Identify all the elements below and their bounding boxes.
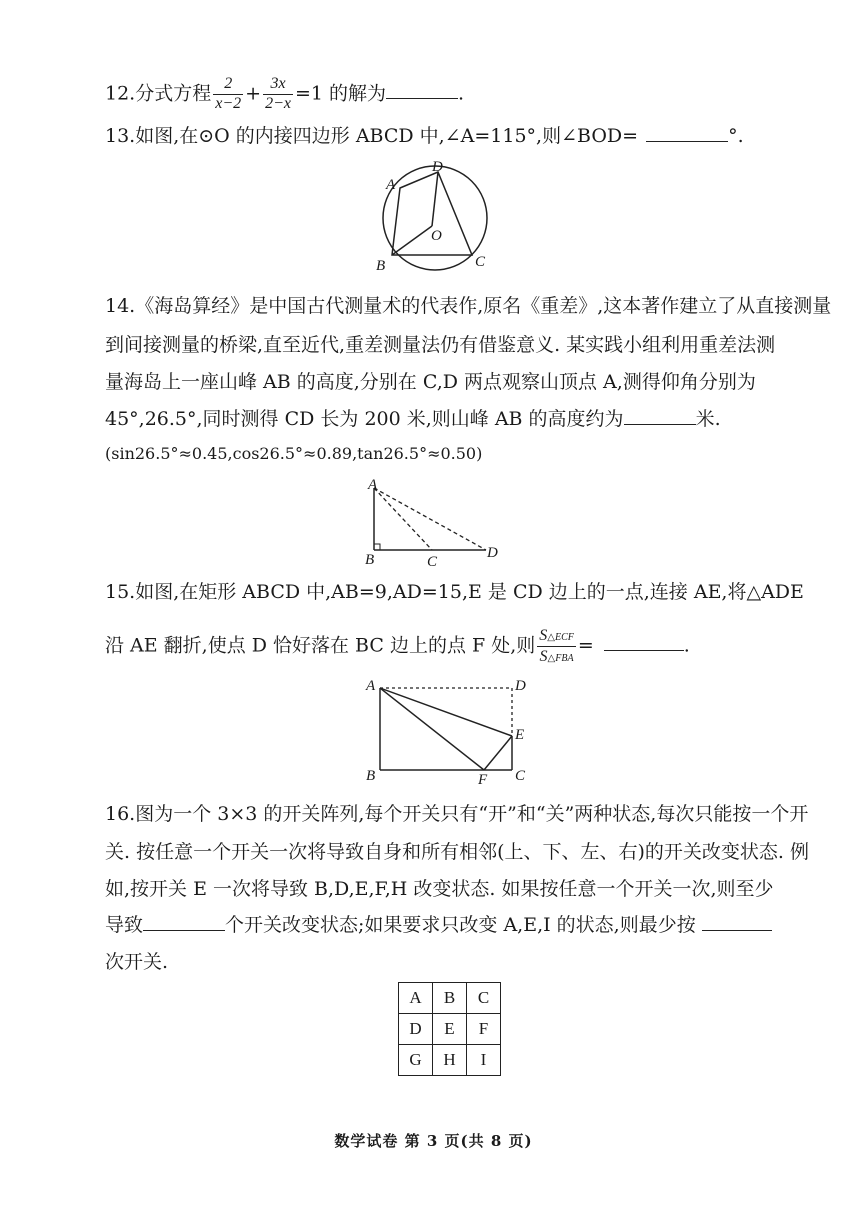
q13-line bbox=[105, 127, 744, 146]
switch-G: G bbox=[399, 1045, 433, 1076]
q16-switch-grid bbox=[398, 982, 501, 1076]
q13-label-O: O bbox=[431, 228, 442, 244]
q14-label-B: B bbox=[365, 552, 375, 568]
q14-text-4: 45°,26.5°,同时测得 CD 长为 200 米,则山峰 AB 的高度约为 bbox=[105, 408, 624, 430]
q16-line-1 bbox=[105, 805, 808, 824]
q16-text-3: 如,按开关 E 一次将导致 B,D,E,F,H 改变状态. 如果按任意一个开关一次,则至少 bbox=[105, 878, 774, 900]
q15-label-D: D bbox=[515, 678, 526, 694]
switch-A: A bbox=[399, 983, 433, 1014]
q14-line-1 bbox=[105, 297, 831, 316]
q16-line-5 bbox=[105, 953, 168, 972]
q15-answer-blank[interactable] bbox=[604, 649, 684, 651]
q13-label-B: B bbox=[376, 258, 386, 274]
q14-label-D: D bbox=[487, 545, 498, 561]
q16-line-4 bbox=[105, 916, 772, 935]
q15-frac-denominator bbox=[537, 647, 576, 666]
grid-row bbox=[399, 983, 501, 1014]
q12-number: 12. bbox=[105, 82, 136, 105]
q16-text-2: 关. 按任意一个开关一次将导致自身和所有相邻(上、下、左、右)的开关改变状态. 例 bbox=[105, 841, 809, 863]
q14-hint-line bbox=[105, 446, 482, 462]
q15-label-B: B bbox=[366, 768, 376, 784]
switch-I: I bbox=[467, 1045, 501, 1076]
switch-F: F bbox=[467, 1014, 501, 1045]
q12-frac2-numerator: 3x bbox=[263, 76, 293, 95]
q16-number: 16. bbox=[105, 803, 136, 825]
q16-line-2 bbox=[105, 843, 809, 862]
q14-text-1: 《海岛算经》是中国古代测量术的代表作,原名《重差》,这本著作建立了从直接测量 bbox=[135, 295, 832, 317]
switch-B: B bbox=[433, 983, 467, 1014]
q15-segment-AE bbox=[380, 688, 512, 736]
q14-segment-AD bbox=[374, 488, 486, 550]
q15-eq: = bbox=[577, 634, 594, 657]
grid-row bbox=[399, 1045, 501, 1076]
q15-segment-AF bbox=[380, 688, 484, 770]
q15-den-S: S bbox=[539, 647, 548, 665]
q15-text-1: 如图,在矩形 ABCD 中,AB=9,AD=15,E 是 CD 边上的一点,连接 AE,将△ADE bbox=[135, 581, 804, 603]
q16-text-5: 次开关. bbox=[105, 951, 169, 973]
q12-line bbox=[105, 76, 464, 113]
q14-label-A: A bbox=[368, 478, 378, 493]
q14-line-3 bbox=[105, 373, 756, 392]
q12-answer-blank[interactable] bbox=[386, 97, 458, 99]
q12-fraction-2 bbox=[263, 76, 293, 113]
q15-label-F: F bbox=[478, 772, 488, 788]
q13-answer-blank[interactable] bbox=[646, 140, 728, 142]
q16-answer-blank-2[interactable] bbox=[702, 929, 772, 931]
q13-label-D: D bbox=[432, 159, 443, 175]
switch-E: E bbox=[433, 1014, 467, 1045]
q15-label-E: E bbox=[515, 727, 525, 743]
q13-label-A: A bbox=[386, 177, 396, 193]
q15-text-2: 沿 AE 翻折,使点 D 恰好落在 BC 边上的点 F 处,则 bbox=[105, 634, 536, 657]
q15-segment-FE bbox=[484, 736, 512, 770]
q15-line-2 bbox=[105, 627, 690, 666]
q16-text-4a: 导致 bbox=[105, 914, 144, 936]
q14-mountain-figure bbox=[362, 478, 507, 568]
q14-unit: 米. bbox=[695, 408, 721, 430]
switch-C: C bbox=[467, 983, 501, 1014]
q13-end: °. bbox=[728, 125, 744, 147]
q14-right-angle-mark bbox=[374, 544, 380, 550]
q16-text-1: 图为一个 3×3 的开关阵列,每个开关只有“开”和“关”两种状态,每次只能按一个开 bbox=[135, 803, 809, 825]
q12-frac1-numerator: 2 bbox=[213, 76, 243, 95]
q15-num-sub: △ECF bbox=[547, 632, 574, 643]
q14-hint: (sin26.5°≈0.45,cos26.5°≈0.89,tan26.5°≈0.50) bbox=[105, 444, 483, 463]
q14-segment-AC bbox=[374, 488, 432, 550]
switch-D: D bbox=[399, 1014, 433, 1045]
q14-number: 14. bbox=[105, 295, 136, 317]
q16-answer-blank-1[interactable] bbox=[143, 929, 225, 931]
q12-text: 分式方程 bbox=[135, 82, 212, 105]
q14-text-2: 到间接测量的桥梁,直至近代,重差测量法仍有借鉴意义. 某实践小组利用重差法测 bbox=[105, 334, 776, 356]
q16-text-4b: 个开关改变状态;如果要求只改变 A,E,I 的状态,则最少按 bbox=[225, 914, 696, 936]
q13-number: 13. bbox=[105, 125, 136, 147]
q12-fraction-1 bbox=[213, 76, 243, 113]
q14-line-2 bbox=[105, 336, 775, 355]
page-footer: 数学试卷 第 3 页(共 8 页) bbox=[334, 1132, 533, 1150]
q13-label-C: C bbox=[475, 254, 486, 270]
q13-segment-OD bbox=[432, 172, 438, 226]
q12-plus: + bbox=[245, 82, 262, 105]
q12-frac1-denominator: x−2 bbox=[215, 94, 242, 112]
q12-end: . bbox=[458, 82, 465, 105]
q15-label-C: C bbox=[515, 768, 526, 784]
q14-line-4 bbox=[105, 410, 721, 429]
q13-text: 如图,在⊙O 的内接四边形 ABCD 中,∠A=115°,则∠BOD= bbox=[135, 125, 639, 147]
q13-circle-figure bbox=[372, 158, 502, 278]
q16-line-3 bbox=[105, 880, 774, 899]
q15-label-A: A bbox=[366, 678, 376, 694]
q13-segment-OB bbox=[392, 226, 432, 255]
q12-frac2-denominator: 2−x bbox=[265, 94, 291, 112]
q15-frac-numerator bbox=[537, 627, 576, 647]
q14-label-C: C bbox=[427, 554, 438, 568]
q14-text-3: 量海岛上一座山峰 AB 的高度,分别在 C,D 两点观察山顶点 A,测得仰角分别为 bbox=[105, 371, 756, 393]
q15-number: 15. bbox=[105, 581, 136, 603]
q15-num-S: S bbox=[539, 627, 548, 644]
q12-equation-tail: =1 的解为 bbox=[294, 82, 387, 105]
q15-end: . bbox=[683, 634, 690, 657]
q14-answer-blank[interactable] bbox=[624, 423, 696, 425]
q15-rectangle-figure bbox=[360, 672, 540, 792]
q15-line-1 bbox=[105, 583, 804, 602]
switch-H: H bbox=[433, 1045, 467, 1076]
q15-fraction bbox=[537, 627, 576, 666]
q15-den-sub: △FBA bbox=[547, 652, 574, 664]
grid-row bbox=[399, 1014, 501, 1045]
